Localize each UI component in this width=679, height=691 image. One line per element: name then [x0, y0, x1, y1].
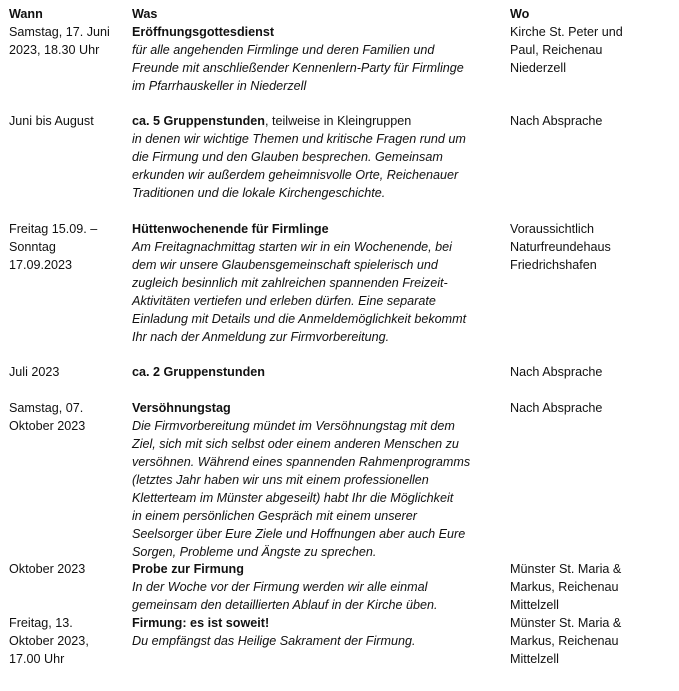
row-was: [132, 614, 500, 650]
row-wo: Münster St. Maria & Markus, Reichenau Mittelzell: [510, 562, 622, 612]
row-description: Die Firmvorbereitung mündet im Versöhnungstag mit dem Ziel, sich mit sich selbst oder einem anderen Menschen zu versöhnen. Während eines spannenden Rahmenprogramms (letztes Jahr haben wir uns mit einem professionellen Kletterteam im Münster abgeseilt) habt Ihr die Möglichkeit in einem persönlichen Gespräch mit einem unserer Seelsorger über Eure Ziele und Hoffnungen aber auch Eure Sorgen, Probleme und Ängste zu sprechen.: [132, 419, 471, 559]
row-wann: Juli 2023: [9, 365, 60, 379]
row-title: Firmung: es ist soweit!: [132, 616, 270, 630]
row-was: [132, 112, 500, 202]
row-wann: Samstag, 07. Oktober 2023: [9, 401, 86, 433]
row-was: [132, 560, 500, 614]
row-wo: Nach Absprache: [510, 401, 603, 415]
row-wann: Freitag 15.09. – Sonntag 17.09.2023: [9, 222, 98, 272]
header-wo: Wo: [510, 7, 530, 21]
row-title: ca. 5 Gruppenstunden: [132, 114, 265, 128]
row-wo: Nach Absprache: [510, 365, 603, 379]
row-was: [132, 23, 500, 95]
row-was: [132, 399, 500, 561]
row-description: Am Freitagnachmittag starten wir in ein Wochenende, bei dem wir unsere Glaubensgemeinschaft spielerisch und zugleich besinnlich mit zahlreichen spannenden Freizeit- Aktivitäten vertiefen und erleben dürfen. Eine separate Einladung mit Details und die Anmeldemöglichkeit bekommt Ihr nach der Anmeldung zur Firmvorbereitung.: [132, 240, 467, 344]
row-was: [132, 363, 500, 381]
row-wo: Kirche St. Peter und Paul, Reichenau Niederzell: [510, 25, 623, 75]
row-wann: Samstag, 17. Juni 2023, 18.30 Uhr: [9, 25, 110, 57]
row-title: Hüttenwochenende für Firmlinge: [132, 222, 329, 236]
header-wann: Wann: [9, 7, 43, 21]
row-title: Eröffnungsgottesdienst: [132, 25, 275, 39]
row-title-extra: , teilweise in Kleingruppen: [264, 114, 412, 128]
row-wann: Freitag, 13. Oktober 2023, 17.00 Uhr: [9, 616, 89, 666]
row-wo: Nach Absprache: [510, 114, 603, 128]
row-wo: Münster St. Maria & Markus, Reichenau Mittelzell: [510, 616, 622, 666]
row-description: In der Woche vor der Firmung werden wir alle einmal gemeinsam den detaillierten Ablauf in der Kirche üben.: [132, 580, 438, 612]
row-description: in denen wir wichtige Themen und kritische Fragen rund um die Firmung und den Glauben besprechen. Gemeinsam erkunden wir außerdem geheimnisvolle Orte, Reichenauer Traditionen und die lokale Kirchengeschichte.: [132, 132, 466, 200]
row-wann: Juni bis August: [9, 114, 94, 128]
row-title: Versöhnungstag: [132, 401, 231, 415]
row-wann: Oktober 2023: [9, 562, 86, 576]
row-description: Du empfängst das Heilige Sakrament der Firmung.: [132, 634, 416, 648]
row-title: ca. 2 Gruppenstunden: [132, 365, 265, 379]
row-description: für alle angehenden Firmlinge und deren Familien und Freunde mit anschließender Kennenlern-Party für Firmlinge im Pfarrhauskeller in Niederzell: [132, 43, 464, 93]
row-title: Probe zur Firmung: [132, 562, 244, 576]
row-was: [132, 220, 500, 346]
row-wo: Voraussichtlich Naturfreundehaus Friedrichshafen: [510, 222, 611, 272]
header-was: Was: [132, 7, 158, 21]
